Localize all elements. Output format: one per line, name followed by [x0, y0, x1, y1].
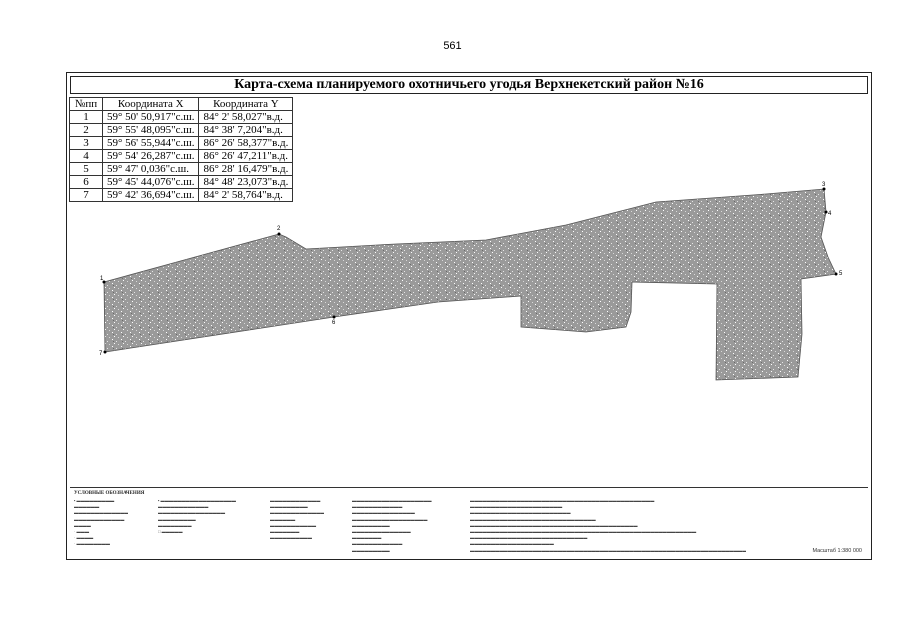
point-label: 4: [828, 211, 832, 217]
map-legend: [70, 487, 868, 558]
table-cell: 5: [70, 163, 103, 176]
legend-column: ▬▬▬▬▬▬▬▬▬▬▬▬▬▬▬▬▬▬▬ ▬▬▬▬▬▬▬▬▬▬▬▬ ▬▬▬▬▬▬▬▬▬▬▬▬▬▬▬ ▬▬▬▬▬▬▬▬▬▬▬▬▬▬▬▬▬▬ ▬▬▬▬▬▬▬▬▬ ▬▬▬▬▬▬▬▬▬▬▬▬▬▬ ▬▬▬▬▬▬▬ ▬▬▬▬▬▬▬▬▬▬▬▬ ▬▬▬▬▬▬▬▬▬: [352, 498, 432, 553]
table-cell: 7: [70, 189, 103, 202]
legend-column: ▪ ▬▬▬▬▬▬▬▬▬ ▬▬▬▬▬▬ ▬▬▬▬▬▬▬▬▬▬▬▬▬ ▬▬▬▬▬▬▬▬▬▬▬▬ ▬▬▬▬ · ▬▬▬ · ▬▬▬▬ · ▬▬▬▬▬▬▬▬: [74, 498, 129, 547]
table-cell: 6: [70, 176, 103, 189]
table-cell: 59° 55' 48,095"с.ш.: [103, 124, 199, 137]
column-header: Координата X: [103, 98, 199, 111]
point-marker: [278, 233, 281, 236]
table-cell: 1: [70, 111, 103, 124]
table-cell: 86° 26' 47,211"в.д.: [199, 150, 293, 163]
point-label: 1: [100, 276, 104, 282]
table-cell: 59° 47' 0,036"с.ш.: [103, 163, 199, 176]
point-marker: [104, 351, 107, 354]
point-label: 6: [332, 320, 336, 326]
legend-title: УСЛОВНЫЕ ОБОЗНАЧЕНИЯ: [74, 491, 145, 496]
table-cell: 86° 28' 16,479"в.д.: [199, 163, 293, 176]
column-header: Координата Y: [199, 98, 293, 111]
point-marker: [835, 273, 838, 276]
table-cell: 59° 56' 55,944"с.ш.: [103, 137, 199, 150]
point-label: 2: [277, 226, 281, 232]
point-marker: [333, 316, 336, 319]
table-cell: 3: [70, 137, 103, 150]
column-header: №пп: [70, 98, 103, 111]
legend-column: ▪ ▬▬▬▬▬▬▬▬▬▬▬▬▬▬▬▬▬▬ ▬▬▬▬▬▬▬▬▬▬▬▬ ▬▬▬▬▬▬▬▬▬▬▬▬▬▬▬▬ ▬▬▬▬▬▬▬▬▬ ▬▬▬▬▬▬▬▬ □ ▬▬▬▬▬: [158, 498, 236, 535]
legend-column: ▬▬▬▬▬▬▬▬▬▬▬▬ ▬▬▬▬▬▬▬▬▬ ▬▬▬▬▬▬▬▬▬▬▬▬▬ ▬▬▬▬▬▬ ▬▬▬▬▬▬▬▬▬▬▬ ▬▬▬▬▬▬▬ ▬▬▬▬▬▬▬▬▬▬: [270, 498, 325, 541]
point-label: 5: [839, 271, 843, 277]
table-cell: 84° 2' 58,027"в.д.: [199, 111, 293, 124]
table-cell: 59° 50' 50,917"с.ш.: [103, 111, 199, 124]
point-label: 7: [99, 351, 103, 357]
table-cell: 4: [70, 150, 103, 163]
map-scale: Масштаб 1:380 000: [812, 547, 862, 554]
table-cell: 59° 45' 44,076"с.ш.: [103, 176, 199, 189]
hunting-ground-map: [66, 72, 872, 487]
table-cell: 84° 48' 23,073"в.д.: [199, 176, 293, 189]
point-label: 3: [822, 182, 826, 188]
table-cell: 59° 54' 26,287"с.ш.: [103, 150, 199, 163]
table-cell: 86° 26' 58,377"в.д.: [199, 137, 293, 150]
table-cell: 84° 38' 7,204"в.д.: [199, 124, 293, 137]
territory-polygon: [104, 189, 836, 380]
page-number: 561: [443, 40, 462, 52]
table-cell: 2: [70, 124, 103, 137]
table-cell: 59° 42' 36,694"с.ш.: [103, 189, 199, 202]
legend-column: ▬▬▬▬▬▬▬▬▬▬▬▬▬▬▬▬▬▬▬▬▬▬▬▬▬▬▬▬▬▬▬▬▬▬▬▬▬▬▬▬▬▬▬▬ ▬▬▬▬▬▬▬▬▬▬▬▬▬▬▬▬▬▬▬▬▬▬ ▬▬▬▬▬▬▬▬▬▬▬▬▬▬▬▬▬▬▬▬▬▬▬▬ ▬▬▬▬▬▬▬▬▬▬▬▬▬▬▬▬▬▬▬▬▬▬▬▬▬▬▬▬▬▬ ▬▬▬▬▬▬▬▬▬▬▬▬▬▬▬▬▬▬▬▬▬▬▬▬▬▬▬▬▬▬▬▬▬▬▬▬▬▬▬▬ ▬▬▬▬▬▬▬▬▬▬▬▬▬▬▬▬▬▬▬▬▬▬▬▬▬▬▬▬▬▬▬▬▬▬▬▬▬▬▬▬▬▬▬▬▬▬▬▬▬▬▬▬▬▬ ▬▬▬▬▬▬▬▬▬▬▬▬▬▬▬▬▬▬▬▬▬▬▬▬▬▬▬▬ ▬▬▬▬▬▬▬▬▬▬▬▬▬▬▬▬▬▬▬▬ ▬▬▬▬▬▬▬▬▬▬▬▬▬▬▬▬▬▬▬▬▬▬▬▬▬▬▬▬▬▬▬▬▬▬▬▬▬▬▬▬▬▬▬▬▬▬▬▬▬▬▬▬▬▬▬▬▬▬▬▬▬▬▬▬▬▬: [470, 498, 747, 553]
map-title: Карта-схема планируемого охотничьего угодья Верхнекетский район №16: [70, 76, 868, 94]
table-cell: 84° 2' 58,764"в.д.: [199, 189, 293, 202]
